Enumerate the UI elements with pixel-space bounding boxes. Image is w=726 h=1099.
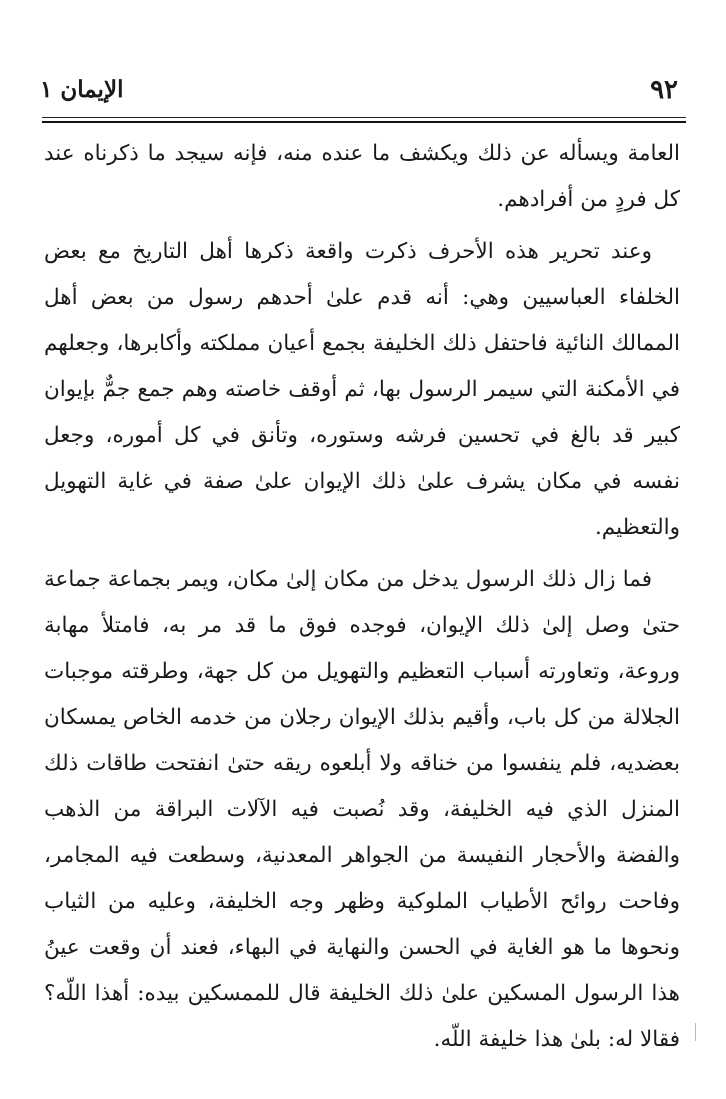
header-rule-thick <box>42 121 686 123</box>
main-text <box>44 131 680 1069</box>
paragraph: فما زال ذلك الرسول يدخل من مكان إلىٰ مكان، ويمر بجماعة جماعة حتىٰ وصل إلىٰ ذلك الإيوان، فوجده فوق ما قد مر به، فامتلأ مهابة وروعة، وتعاورته أسباب التعظيم والتهويل من كل جهة، وطرقته موجبات الجلالة من كل باب، وأقيم بذلك الإيوان رجلان من خدمه الخاص يمسكان بعضديه، فلم ينفسوا من خناقه ولا أبلعوه ريقه حتىٰ انفتحت طاقات ذلك المنزل الذي فيه الخليفة، وقد نُصبت فيه الآلات البراقة من الذهب والفضة والأحجار النفيسة من الجواهر المعدنية، وسطعت فيه المجامر، وفاحت روائح الأطياب الملوكية وظهر وجه الخليفة، وعليه من الثياب ونحوها ما هو الغاية في الحسن والنهاية في البهاء، فعند أن وقعت عينُ هذا الرسول المسكين علىٰ ذلك الخليفة قال للممسكين بيده: أهذا اللّه؟ فقالا له: بلىٰ هذا خليفة اللّه. <box>44 567 680 1052</box>
scan-mark <box>695 1023 696 1041</box>
page-header <box>40 74 686 114</box>
running-title: الإيمان ١ <box>40 76 124 103</box>
header-rule-thin <box>42 117 686 118</box>
paragraph: وعند تحرير هذه الأحرف ذكرت واقعة ذكرها أهل التاريخ مع بعض الخلفاء العباسيين وهي: أنه قدم علىٰ أحدهم رسول من بعض أهل الممالك النائية فاحتفل ذلك الخليفة بجمع أعيان مملكته وأكابرها، وجعلهم في الأمكنة التي سيمر الرسول بها، ثم أوقف خاصته وهم جمع جمٌّ بإيوان كبير قد بالغ في تحسين فرشه وستوره، وتأنق في كل أموره، وجعل نفسه في مكان يشرف علىٰ ذلك الإيوان علىٰ صفة في غاية التهويل والتعظيم. <box>44 239 680 540</box>
paragraph-continuation: العامة ويسأله عن ذلك ويكشف ما عنده منه، فإنه سيجد ما ذكرناه عند كل فردٍ من أفرادهم. <box>44 141 680 212</box>
page-number: ٩٢ <box>650 75 678 105</box>
